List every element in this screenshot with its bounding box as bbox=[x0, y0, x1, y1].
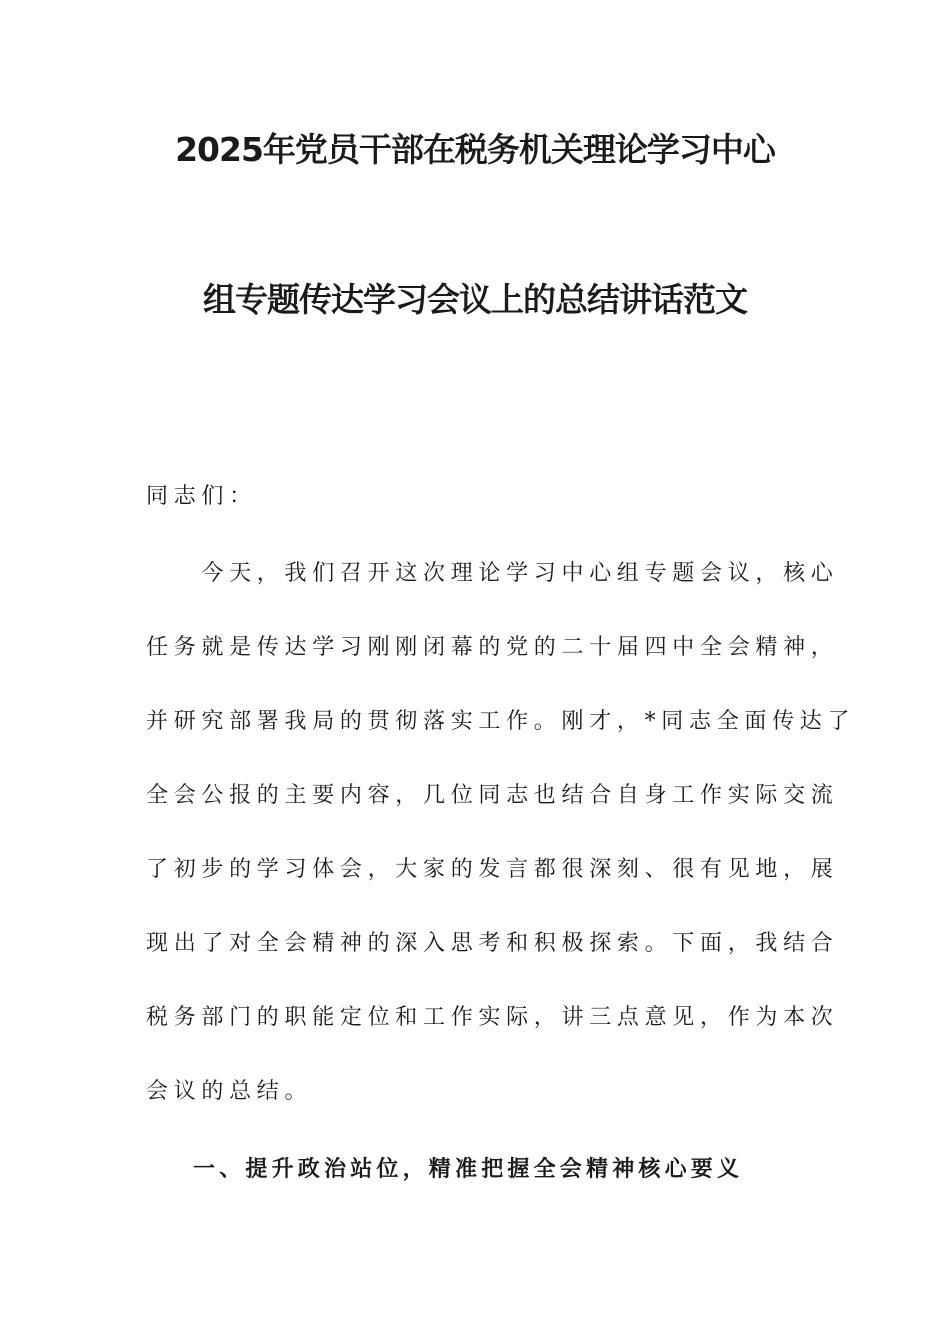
paragraph-line: 今天，我们召开这次理论学习中心组专题会议，核心 bbox=[146, 561, 839, 586]
document-title-line-1: 2025年党员干部在税务机关理论学习中心 bbox=[175, 130, 775, 169]
paragraph-line: 税务部门的职能定位和工作实际，讲三点意见，作为本次 bbox=[146, 1005, 839, 1030]
paragraph-line: 了初步的学习体会，大家的发言都很深刻、很有见地，展 bbox=[146, 857, 839, 882]
paragraph-line: 会议的总结。 bbox=[146, 1079, 313, 1104]
paragraph-line: 现出了对全会精神的深入思考和积极探索。下面，我结合 bbox=[146, 931, 839, 956]
paragraph-line: 任务就是传达学习刚刚闭幕的党的二十届四中全会精神， bbox=[146, 635, 839, 660]
salutation: 同志们： bbox=[146, 484, 257, 509]
section-1-heading: 一、提升政治站位，精准把握全会精神核心要义 bbox=[193, 1156, 744, 1182]
document-title-line-2: 组专题传达学习会议上的总结讲话范文 bbox=[203, 280, 747, 319]
paragraph-line: 并研究部署我局的贯彻落实工作。刚才，*同志全面传达了 bbox=[146, 709, 856, 734]
paragraph-line: 全会公报的主要内容，几位同志也结合自身工作实际交流 bbox=[146, 783, 839, 808]
